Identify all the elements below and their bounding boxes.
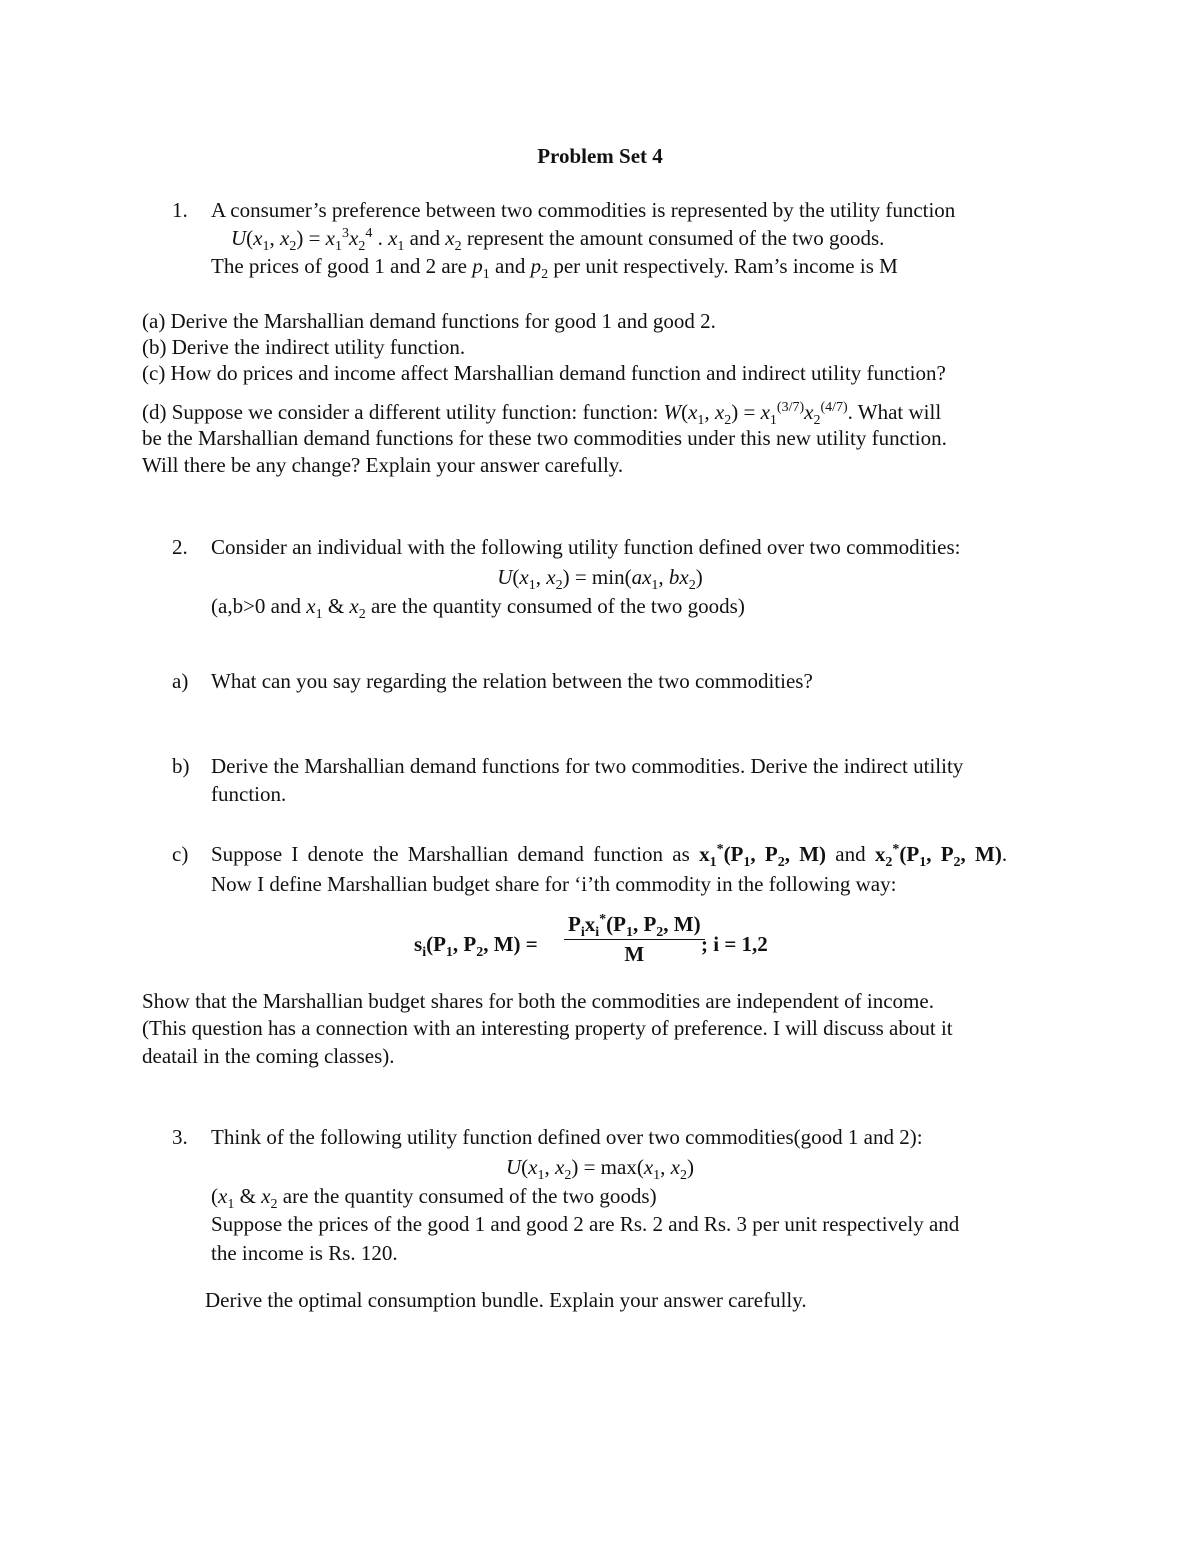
fraction-denominator: M xyxy=(624,942,645,966)
q2-show-line2: (This question has a connection with an interesting property of preference. I will discuss about it xyxy=(142,1016,953,1040)
q3-condition: ($x_1$ & $x_2$ are the quantity consumed of the two goods) xyxy=(211,1184,657,1213)
q2-c-line1: Suppose I denote the Marshallian demand function as $x_1^*(P_1$, $P_2$, M) and $x_2^*(P_1$, $P_2$, M). xyxy=(211,842,1008,871)
q2-b-label: b) xyxy=(172,754,190,778)
q2-b-line2: function. xyxy=(211,782,287,806)
q2-line1: Consider an individual with the following utility function defined over two commodities: xyxy=(211,535,961,559)
q1-utility-formula: U xyxy=(231,226,247,250)
q2-a-text: What can you say regarding the relation between the two commodities? xyxy=(211,669,813,693)
budget-share-index: ; i = 1,2 xyxy=(701,932,768,956)
q3-line5: Derive the optimal consumption bundle. Explain your answer carefully. xyxy=(205,1288,807,1312)
q3-utility-formula: $U(x_1$, $x_2) = \max(x_1$, $x_2$) xyxy=(506,1155,694,1184)
q1-part-b: (b) Derive the indirect utility function. xyxy=(142,335,466,359)
q1-part-d-line1: (d) Suppose we consider a different utility function: function: $W(x_1$, $x_2) = x_1^{(3/7)}x_2^{(4/7)}$. What will xyxy=(142,400,942,429)
budget-share-lhs: $s_i(P_1$, $P_2$, M) = xyxy=(414,932,538,961)
q2-show-line1: Show that the Marshallian budget shares for both the commodities are independent of income. xyxy=(142,989,934,1013)
q2-b-line1: Derive the Marshallian demand functions for two commodities. Derive the indirect utility xyxy=(211,754,964,778)
q3-line3: Suppose the prices of the good 1 and good 2 are Rs. 2 and Rs. 3 per unit respectively and xyxy=(211,1212,960,1236)
q1-part-c: (c) How do prices and income affect Marshallian demand function and indirect utility function? xyxy=(142,361,946,385)
fraction-numerator: $P_ix_i^*(P_1$, $P_2$, M) xyxy=(564,912,705,940)
q2-show-line3: deatail in the coming classes). xyxy=(142,1044,395,1068)
q1-number: 1. xyxy=(172,198,188,222)
page-title: Problem Set 4 xyxy=(537,144,663,168)
q3-line1: Think of the following utility function defined over two commodities(good 1 and 2): xyxy=(211,1125,923,1149)
q2-c-label: c) xyxy=(172,842,189,866)
q2-c-line2: Now I define Marshallian budget share for ‘i’th commodity in the following way: xyxy=(211,872,897,896)
q3-line4: the income is Rs. 120. xyxy=(211,1241,398,1265)
q1-part-a: (a) Derive the Marshallian demand functions for good 1 and good 2. xyxy=(142,309,716,333)
q1-part-d-line3: Will there be any change? Explain your answer carefully. xyxy=(142,453,624,477)
q2-condition: (a,b>0 and $x_1$ & $x_2$ are the quantity consumed of the two goods) xyxy=(211,594,745,623)
q3-number: 3. xyxy=(172,1125,188,1149)
q2-a-label: a) xyxy=(172,669,189,693)
q1-new-utility-formula: W xyxy=(663,400,682,424)
q1-line3: The prices of good 1 and 2 are $p_1$ and $p_2$ per unit respectively. Ram’s income is M xyxy=(211,254,898,283)
q2-utility-formula: $U(x_1$, $x_2) = \min(ax_1$, $bx_2$) xyxy=(497,565,703,594)
q1-line1: A consumer’s preference between two commodities is represented by the utility function xyxy=(211,198,956,222)
q2-number: 2. xyxy=(172,535,188,559)
q1-part-d-line2: be the Marshallian demand functions for these two commodities under this new utility function. xyxy=(142,426,947,450)
q1-represent-text: represent the amount consumed of the two goods. xyxy=(461,226,885,250)
budget-share-fraction xyxy=(564,912,705,967)
q1-line2: $U(x_1$, $x_2) = x_1^3x_2^4$ . $x_1$ and $x_2$ represent the amount consumed of the two goods. xyxy=(231,226,885,255)
